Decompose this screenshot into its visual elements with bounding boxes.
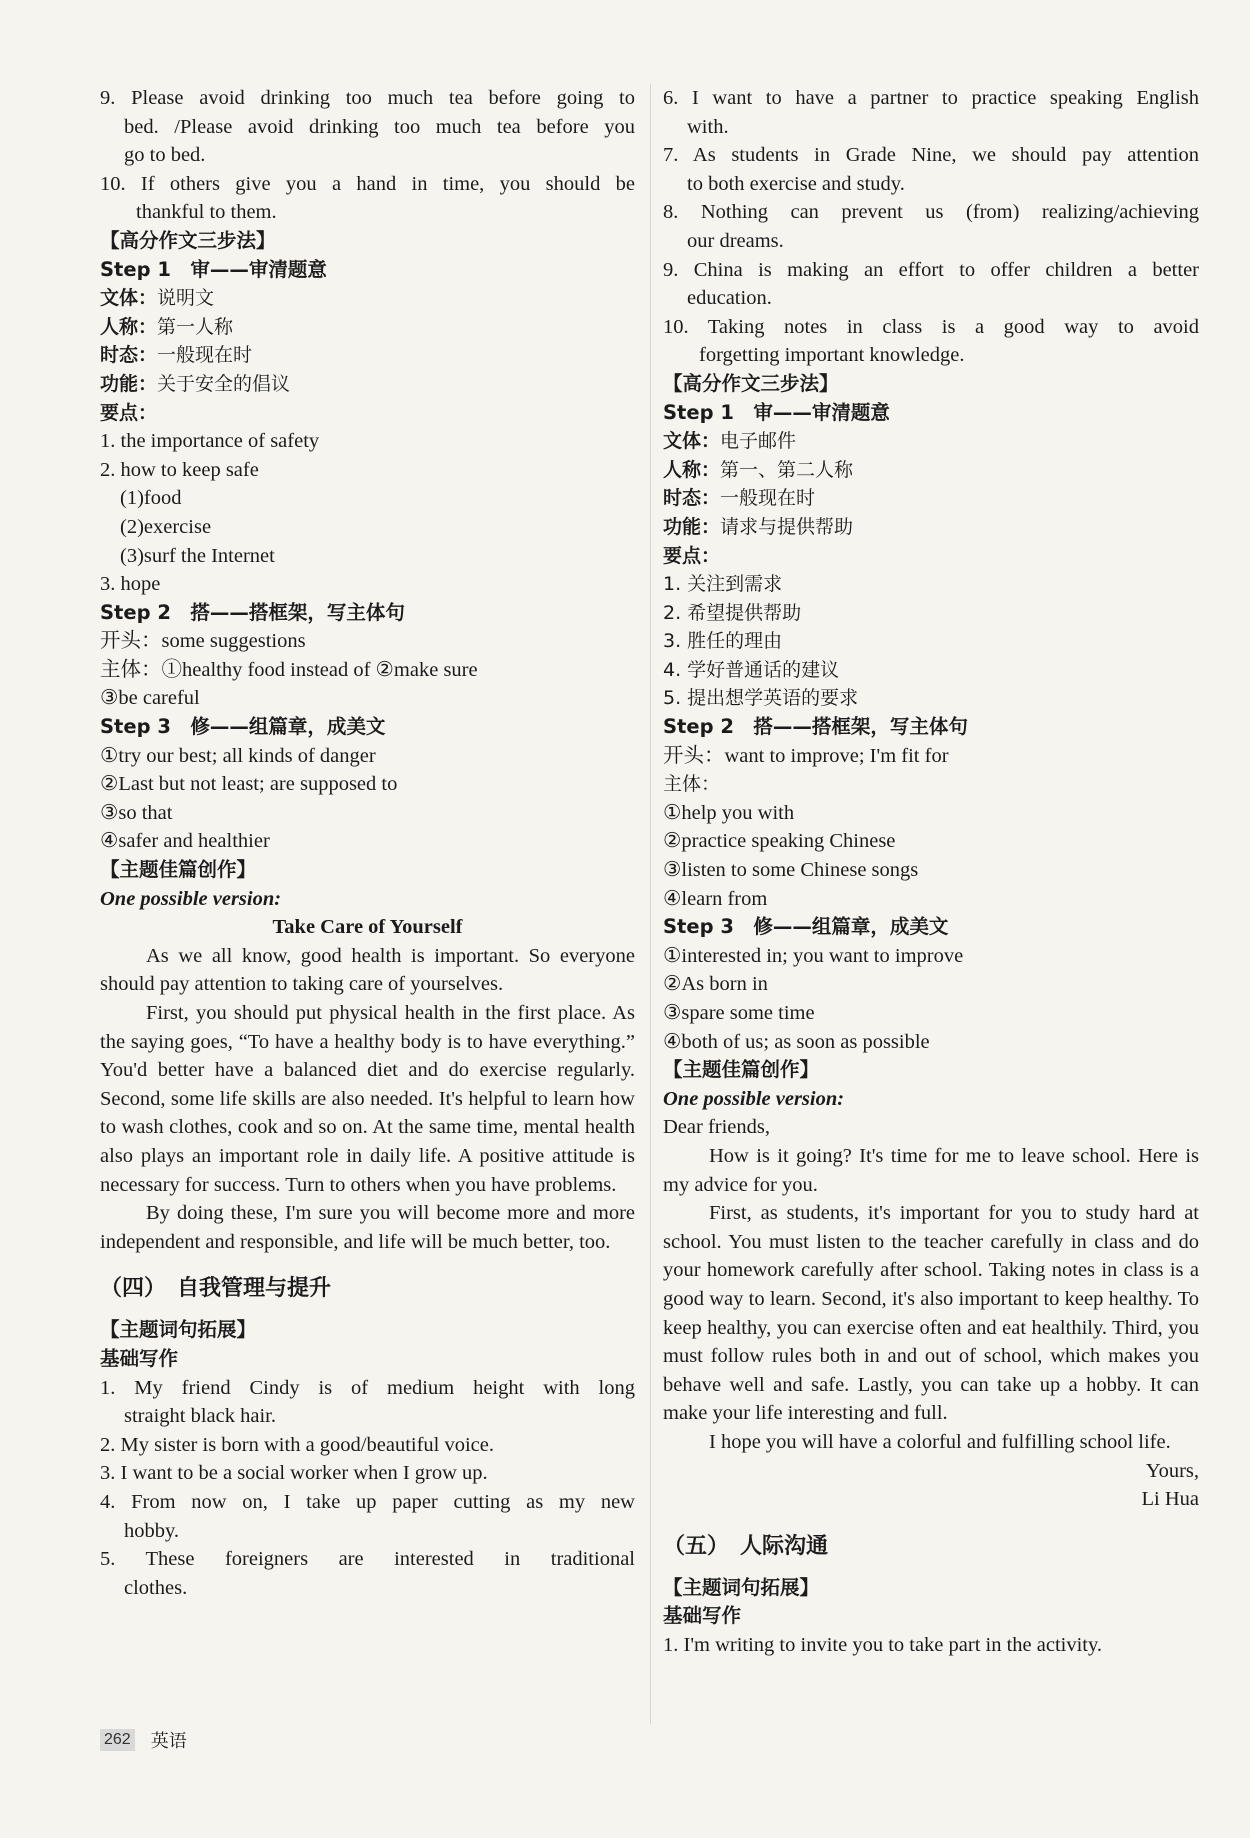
letter-paragraph: First, as students, it's important for you to study hard at school. You must listen to the teacher carefully in class and do your homework carefully after school. Taking notes in class is a good way to learn. Second, it's also important to keep healthy. To keep healthy, you can exercise often and eat healthily. Third, you must follow rules both in and out of school, which makes you behave well and safe. Lastly, you can take up a hobby. It can make your life interesting and full. [663,1202,1199,1425]
essay-paragraph: As we all know, good health is important. So everyone should pay attention to taking care of yourselves. [100,944,635,996]
answer-7-line2: to both exercise and study. [687,172,905,195]
basic-item-4-line2: hobby. [124,1519,180,1542]
step3-heading: Step 3 修——组篇章，成美文 [663,915,949,939]
letter-paragraph: I hope you will have a colorful and fulfilling school life. [709,1430,1171,1453]
tense-label: 时态： [663,487,721,510]
tense-row [663,484,1199,513]
method-heading: 【高分作文三步法】 [663,371,839,395]
letter-greeting: Dear friends, [663,1116,771,1139]
function-label: 功能： [100,372,158,395]
function-value: 请求与提供帮助 [720,515,854,538]
person-row [663,456,1199,485]
body-item: ④learn from [663,887,768,910]
step1-heading: Step 1 审——审清题意 [100,257,327,281]
person-label: 人称： [663,458,721,481]
tense-label: 时态： [100,344,158,367]
answer-8-line1: 8. Nothing can prevent us (from) realizing/achieving [663,201,1199,224]
opening-line: 开头：want to improve; I'm fit for [663,744,949,767]
point-item: 4. 学好普通话的建议 [663,658,840,681]
function-label: 功能： [663,515,721,538]
point-item: 3. hope [100,573,161,596]
basic-item-1-line1: 1. My friend Cindy is of medium height with long [100,1376,635,1399]
body-item: ③listen to some Chinese songs [663,859,919,882]
function-value: 关于安全的倡议 [157,372,291,395]
answer-9-line2: education. [687,287,772,310]
polish-item: ④both of us; as soon as possible [663,1030,930,1053]
letter-signature: Li Hua [1141,1488,1199,1511]
point-item: 5. 提出想学英语的要求 [663,687,859,710]
answer-6-line1: 6. I want to have a partner to practice speaking English [663,87,1199,109]
point-item: 1. the importance of safety [100,430,320,453]
version-label: One possible version: [100,887,282,910]
section5-title: （五） 人际沟通 [663,1533,829,1559]
points-label: 要点： [100,401,158,424]
basic-item-5-line2: clothes. [124,1576,188,1599]
answer-9-line2: bed. /Please avoid drinking too much tea before you [124,115,635,138]
tense-value: 一般现在时 [720,487,816,510]
polish-item: ④safer and healthier [100,830,270,853]
genre-value: 电子邮件 [720,430,797,453]
point-subitem: (2)exercise [120,515,212,538]
basic-item-1-line2: straight black hair. [124,1405,276,1428]
point-item: 2. 希望提供帮助 [663,601,802,624]
vocab-heading: 【主题词句拓展】 [100,1318,257,1342]
polish-item: ②Last but not least; are supposed to [100,773,398,796]
column-divider [650,84,651,1724]
letter-closing: Yours, [1145,1459,1199,1482]
tense-value: 一般现在时 [157,344,253,367]
answer-9-line1: 9. China is making an effort to offer children a better [663,258,1199,281]
basic-item-4-line1: 4. From now on, I take up paper cutting as my new [100,1490,635,1513]
answer-9-line1: 9. Please avoid drinking too much tea before going to [100,87,635,109]
section4-title: （四） 自我管理与提升 [100,1276,332,1302]
body-line2: ③be careful [100,687,200,710]
letter-paragraph: How is it going? It's time for me to leave school. Here is my advice for you. [663,1144,1199,1196]
basic-writing-heading: 基础写作 [663,1604,742,1628]
step2-heading: Step 2 搭——搭框架，写主体句 [663,715,968,739]
body-item: ①help you with [663,801,795,824]
vocab-heading: 【主题词句拓展】 [663,1575,820,1599]
page-number: 262 [100,1729,135,1751]
answer-10-line1: 10. If others give you a hand in time, you should be [100,172,635,195]
genre-row [100,284,635,313]
essay-heading: 【主题佳篇创作】 [100,858,257,882]
answer-8-line2: our dreams. [687,229,784,252]
polish-item: ①interested in; you want to improve [663,944,964,967]
tense-row [100,341,635,370]
genre-label: 文体： [663,430,721,453]
body-line1: 主体：①healthy food instead of ②make sure [100,658,478,681]
answer-10-line2: thankful to them. [136,201,277,224]
polish-item: ①try our best; all kinds of danger [100,744,376,767]
subject-label: 英语 [150,1731,187,1752]
opening-line: 开头：some suggestions [100,630,306,653]
step3-heading: Step 3 修——组篇章，成美文 [100,715,386,739]
point-subitem: (1)food [120,487,182,510]
genre-row [663,427,1199,456]
version-label: One possible version: [663,1087,845,1110]
person-value: 第一人称 [157,315,234,338]
genre-label: 文体： [100,287,158,310]
points-label: 要点： [663,544,721,567]
polish-item: ②As born in [663,973,768,996]
function-row [663,513,1199,542]
answer-10-line2: forgetting important knowledge. [699,344,965,367]
person-label: 人称： [100,315,158,338]
person-row [100,313,635,342]
person-value: 第一、第二人称 [720,458,854,481]
right-column [663,84,1199,1659]
point-item: 3. 胜任的理由 [663,630,783,653]
point-subitem: (3)surf the Internet [120,544,275,567]
polish-item: ③so that [100,801,173,824]
basic-item-5-line1: 5. These foreigners are interested in traditional [100,1548,635,1571]
answer-9-line3: go to bed. [124,144,206,167]
answer-10-line1: 10. Taking notes in class is a good way to avoid [663,315,1199,338]
genre-value: 说明文 [157,287,215,310]
essay-heading: 【主题佳篇创作】 [663,1058,820,1082]
step2-heading: Step 2 搭——搭框架，写主体句 [100,600,405,624]
basic-item-2: 2. My sister is born with a good/beautiful voice. [100,1433,494,1456]
basic-writing-heading: 基础写作 [100,1346,179,1370]
step1-heading: Step 1 审——审清题意 [663,400,890,424]
essay-paragraph: First, you should put physical health in the first place. As the saying goes, “To have a healthy body is to have everything.” You'd better have a balanced diet and do exercise regularly. Second, some life skills are also needed. It's helpful to learn how to wash clothes, cook and so on. At the same time, mental health also plays an important role in daily life. A positive attitude is necessary for success. Turn to others when you have problems. [100,1002,635,1196]
answer-7-line1: 7. As students in Grade Nine, we should pay attention [663,144,1199,167]
function-row [100,370,635,399]
point-item: 1. 关注到需求 [663,573,783,596]
basic-item-3: 3. I want to be a social worker when I grow up. [100,1462,488,1485]
point-item: 2. how to keep safe [100,458,259,481]
page-footer [100,1725,187,1755]
polish-item: ③spare some time [663,1002,815,1024]
basic-item-1: 1. I'm writing to invite you to take part in the activity. [663,1633,1103,1656]
body-item: ②practice speaking Chinese [663,830,896,853]
essay-paragraph: By doing these, I'm sure you will become more and more independent and responsible, and life will be much better, too. [100,1202,635,1253]
left-column [100,84,635,1602]
method-heading: 【高分作文三步法】 [100,228,276,252]
answer-6-line2: with. [687,115,729,138]
essay-title: Take Care of Yourself [272,916,463,939]
body-label: 主体： [663,773,721,796]
